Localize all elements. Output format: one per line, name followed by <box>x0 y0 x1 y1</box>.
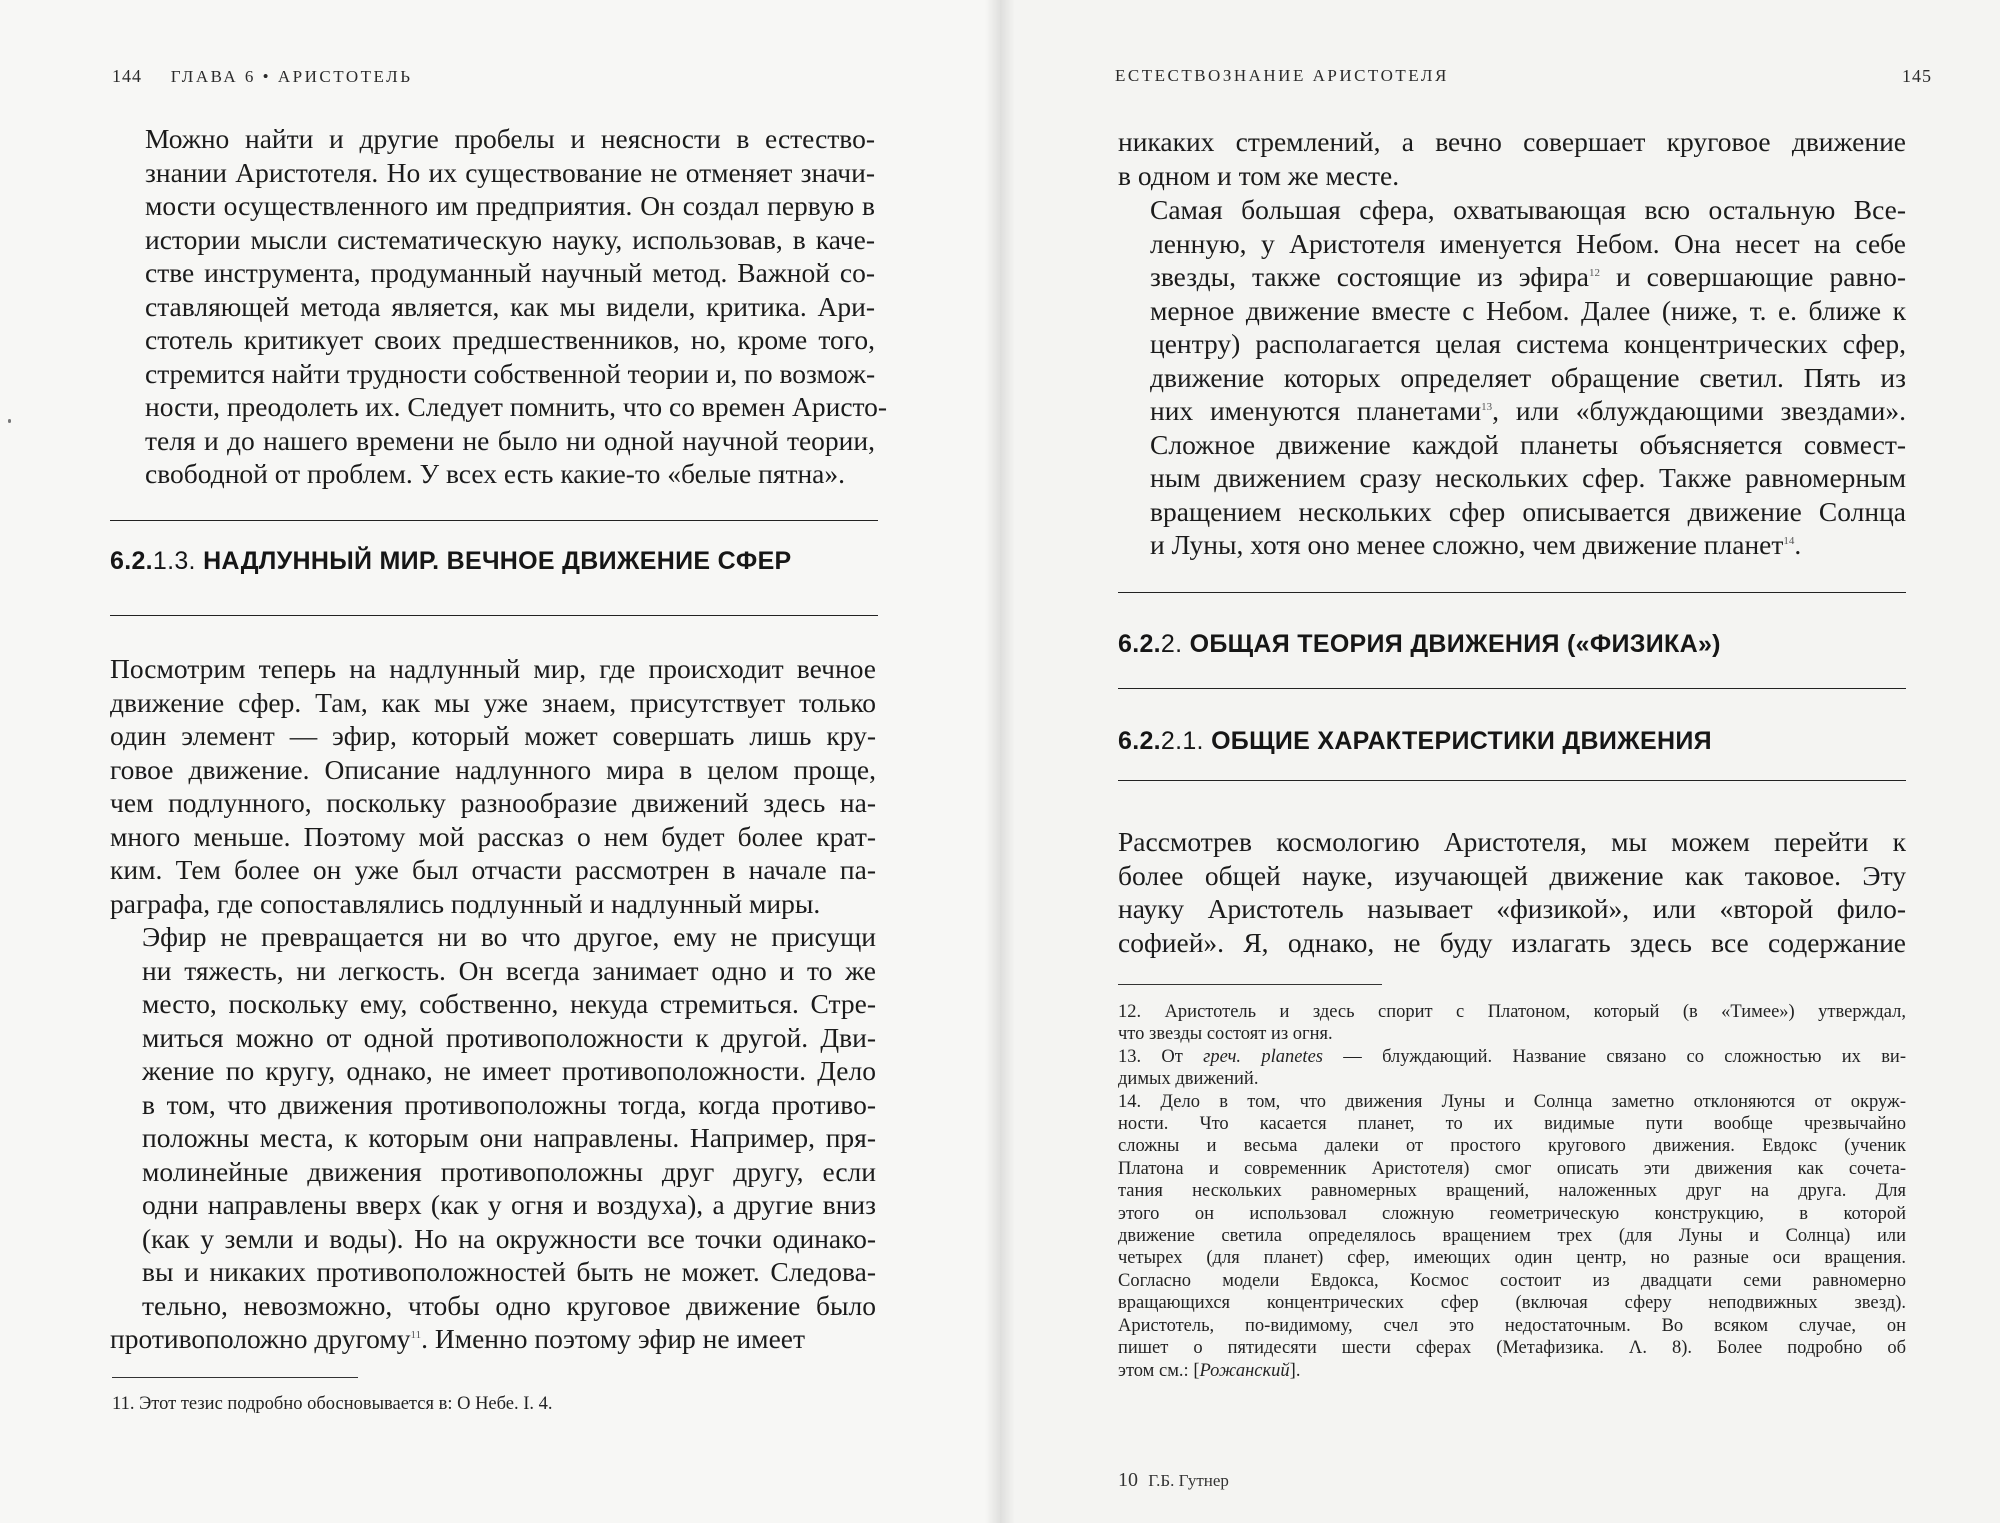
footnote-14-line-7: движение светила определялось вращением трех (для Луны и Солнца) или <box>1118 1226 1906 1247</box>
left-para-1-line-9: ности, преодолеть их. Следует помнить, что со времен Аристо- <box>145 391 888 422</box>
footnote-14-line-10: вращающихся концентрических сфер (включая сферу неподвижных звезд). <box>1118 1293 1906 1314</box>
right-heading-2-num-light: 2.1. <box>1160 727 1204 755</box>
left-para-3-line-3: место, поскольку ему, собственно, некуда стремиться. Стре- <box>142 988 876 1019</box>
footnote-ref-11: 11 <box>410 1328 422 1341</box>
left-para-2-line-4: говое движение. Описание надлунного мира в целом проще, <box>110 753 876 785</box>
left-para-1-line-1: Можно найти и другие пробелы и неясности в естество- <box>145 123 875 154</box>
footnote-14-last-line <box>1118 1360 1906 1382</box>
footnote-14-line-4: Платона и современник Аристотеля) смог описать эти движения как сочета- <box>1118 1158 1906 1179</box>
footnote-ref-13: 13 <box>1481 400 1493 413</box>
left-para-3-last-before: противоположно другому <box>110 1323 411 1354</box>
footnote-12-line-2: что звезды состоят из огня. <box>1118 1024 1333 1045</box>
left-para-1-line-7: стотель критикует своих предшественников, но, кроме того, <box>145 324 875 355</box>
left-para-2-line-5: чем подлунного, поскольку разнообразие движений здесь на- <box>110 787 876 818</box>
left-para-3-line-12: тельно, невозможно, чтобы одно круговое движение было <box>142 1289 876 1321</box>
footnote-14 <box>1118 1091 1906 1360</box>
r-p2-l7-after: , или «блуждающими звездами». <box>1492 395 1906 426</box>
left-para-1-line-2: знании Аристотеля. Но их существование не отменяет значи- <box>145 156 875 188</box>
right-para-2-line-4: мерное движение вместе с Небом. Далее (ниже, т. е. ближе к <box>1150 294 1906 326</box>
left-heading-rule-top <box>110 520 878 521</box>
right-para-1 <box>1118 125 1906 192</box>
left-para-1-line-6: ставляющей метода является, как мы видели, критика. Ари- <box>145 290 875 322</box>
left-para-2 <box>110 652 876 920</box>
left-heading-num-light: 1.3. <box>152 547 196 575</box>
left-para-1-line-5: стве инструмента, продуманный научный метод. Важной со- <box>145 257 875 288</box>
right-section-heading-2 <box>1118 727 1712 756</box>
left-para-1-line-4: истории мысли систематическую науку, использовав, в каче- <box>145 223 875 255</box>
left-heading-rule-bottom <box>110 615 878 616</box>
footnote-14-line-6: этого он использовал сложную геометрическую конструкцию, в которой <box>1118 1203 1906 1224</box>
footnote-14-last <box>1118 1360 1906 1382</box>
footnote-14-line-2: ности. Что касается планет, то их видимые пути вообще чрезвычайно <box>1118 1114 1906 1135</box>
left-para-2-line-2: движение сфер. Там, как мы уже знаем, присутствует только <box>110 686 876 718</box>
right-running-head: ЕСТЕСТВОЗНАНИЕ АРИСТОТЕЛЯ <box>1115 66 1449 85</box>
left-para-1-line-8: стремится найти трудности собственной теории и, по возмож- <box>145 357 876 389</box>
right-para-2-line-8: Сложное движение каждой планеты объясняется совмест- <box>1150 428 1906 460</box>
right-page <box>1000 0 2000 1523</box>
footnote-13 <box>1118 1046 1906 1091</box>
right-footnote-rule <box>1118 984 1382 985</box>
right-heading-2-num-bold: 6.2. <box>1118 727 1161 755</box>
left-para-3-line-7: положны места, к которым они направлены. Например, пря- <box>142 1122 876 1153</box>
stray-mark <box>8 419 11 423</box>
footnote-14-line-9: Согласно модели Евдокса, Космос состоит из двадцати семи равномерно <box>1118 1270 1906 1291</box>
left-para-1-line-11: свободной от проблем. У всех есть какие-то «белые пятна». <box>145 458 846 489</box>
right-para-3-line-1: Рассмотрев космологию Аристотеля, мы можем перейти к <box>1118 826 1906 857</box>
footnote-14-line-11: Аристотель, по-видимому, счел это недостаточным. Во всяком случае, он <box>1118 1315 1906 1336</box>
right-para-3 <box>1118 825 1906 959</box>
right-para-2-line-9: ным движением сразу нескольких сфер. Также равномерным <box>1150 462 1906 493</box>
left-para-3-line-6: в том, что движения противоположны тогда, когда противо- <box>142 1088 876 1120</box>
fn13-italic: греч. planetes <box>1203 1046 1323 1067</box>
left-para-3 <box>110 920 876 1356</box>
footnote-11: 11. Этот тезис подробно обосновывается в: О Небе. I. 4. <box>112 1394 553 1414</box>
r-p2-l3-before: звезды, также состоящие из эфира <box>1150 261 1589 292</box>
book-gutter-shadow <box>985 0 1015 1523</box>
fn14-last-after: ]. <box>1289 1360 1301 1381</box>
right-para-1-line-1: никаких стремлений, а вечно совершает круговое движение <box>1118 126 1906 157</box>
right-para-2-line-11 <box>1118 528 1906 562</box>
left-heading-num-bold: 6.2. <box>110 547 153 575</box>
right-heading-2-rule-bottom <box>1118 780 1906 781</box>
fn14-last-italic: Рожанский <box>1199 1360 1290 1381</box>
right-para-2-line-6: движение которых определяет обращение светил. Пять из <box>1150 361 1906 393</box>
left-section-heading <box>110 547 792 576</box>
footnote-14-line-8: четырех (для планет) сфер, имеющих один центр, но разные оси вращения. <box>1118 1248 1906 1269</box>
right-heading-1-title: ОБЩАЯ ТЕОРИЯ ДВИЖЕНИЯ («ФИЗИКА») <box>1189 630 1721 658</box>
left-para-3-line-10: (как у земли и воды). Но на окружности все точки одинако- <box>142 1222 876 1254</box>
left-para-3-last-after: . Именно поэтому эфир не имеет <box>421 1323 806 1354</box>
left-para-3-line-5: жение по кругу, однако, не имеет противоположности. Дело <box>142 1055 876 1086</box>
r-p2-l3-after: и совершающие равно- <box>1599 261 1907 292</box>
footnote-ref-14: 14 <box>1783 534 1795 547</box>
left-para-3-line-9: одни направлены вверх (как у огня и воздуха), а другие вниз <box>142 1189 876 1220</box>
footnote-13-line-2: димых движений. <box>1118 1069 1259 1090</box>
left-running-head <box>112 66 412 87</box>
left-para-2-line-8: раграфа, где сопоставлялись подлунный и надлунный миры. <box>110 887 821 919</box>
right-section-heading-1 <box>1118 630 1721 659</box>
left-para-3-line-2: ни тяжесть, ни легкость. Он всегда занимает одно и то же <box>142 954 876 986</box>
left-para-3-line-1: Эфир не превращается ни во что другое, ему не присущи <box>142 921 876 952</box>
right-para-2-line-10: вращением нескольких сфер описывается движение Солнца <box>1150 495 1906 527</box>
right-heading-1-num-light: 2. <box>1160 630 1183 658</box>
right-para-2 <box>1118 193 1906 562</box>
right-para-3-line-2: более общей науке, изучающей движение как таковое. Эту <box>1118 859 1906 891</box>
right-para-1-line-2: в одном и том же месте. <box>1118 159 1400 191</box>
right-para-3-line-4: софией». Я, однако, не буду излагать здесь все содержание <box>1118 926 1906 958</box>
left-para-2-line-6: много меньше. Поэтому мой рассказ о нем будет более крат- <box>110 820 876 852</box>
signature-text: Г.Б. Гутнер <box>1148 1471 1229 1490</box>
left-para-3-line-11: вы и никаких противоположностей быть не может. Следова- <box>142 1256 876 1287</box>
left-para-2-line-7: ким. Тем более он уже был отчасти рассмотрен в начале па- <box>110 854 876 885</box>
left-heading-title: НАДЛУННЫЙ МИР. ВЕЧНОЕ ДВИЖЕНИЕ СФЕР <box>203 547 792 575</box>
left-para-1-line-10: теля и до нашего времени не было ни одной научной теории, <box>145 424 875 456</box>
left-para-2-line-1: Посмотрим теперь на надлунный мир, где происходит вечное <box>110 653 876 684</box>
footnote-13-line-1 <box>1118 1046 1906 1068</box>
right-heading-2-title: ОБЩИЕ ХАРАКТЕРИСТИКИ ДВИЖЕНИЯ <box>1211 727 1712 755</box>
right-heading-1-rule-top <box>1118 592 1906 593</box>
fn14-last-before: этом см.: [ <box>1118 1360 1200 1381</box>
r-p2-l7-before: них именуются планетами <box>1150 395 1482 426</box>
right-heading-1-num-bold: 6.2. <box>1118 630 1161 658</box>
fn13-before: 13. От <box>1118 1046 1204 1067</box>
footnote-ref-12: 12 <box>1588 266 1600 279</box>
right-para-2-line-2: ленную, у Аристотеля именуется Небом. Она несет на себе <box>1150 227 1906 259</box>
left-para-1-line-3: мости осуществленного им предприятия. Он создал первую в <box>145 190 875 221</box>
footnote-14-line-1: 14. Дело в том, что движения Луны и Солнца заметно отклоняются от окруж- <box>1118 1091 1906 1112</box>
footnote-14-line-12: пишет о пятидесяти шести сферах (Метафизика. Λ. 8). Более подробно об <box>1118 1338 1906 1359</box>
r-p2-l11-before: и Луны, хотя оно менее сложно, чем движение планет <box>1150 529 1784 560</box>
left-para-3-last-line <box>110 1322 876 1356</box>
left-footnote-rule <box>112 1377 358 1378</box>
left-para-3-line-8: молинейные движения противоположны друг другу, если <box>142 1155 876 1187</box>
fn13-after: — блуждающий. Название связано со сложностью их ви- <box>1323 1046 1906 1067</box>
signature-number: 10 <box>1118 1469 1138 1491</box>
left-page-number: 144 <box>112 66 142 86</box>
footnote-14-line-5: тания нескольких равномерных вращений, наложенных друг на друга. Для <box>1118 1181 1906 1202</box>
left-running-head-title: ГЛАВА 6 • АРИСТОТЕЛЬ <box>170 67 413 86</box>
footnote-12-line-1: 12. Аристотель и здесь спорит с Платоном, который (в «Тимее») утверждал, <box>1118 1002 1906 1022</box>
footnote-12 <box>1118 1001 1906 1046</box>
right-heading-1-rule-bottom <box>1118 688 1906 689</box>
r-p2-l11-after: . <box>1794 529 1802 560</box>
right-para-2-line-3 <box>1118 260 1906 294</box>
right-footnotes <box>1118 1001 1906 1382</box>
right-page-number: 145 <box>1902 66 1932 86</box>
right-para-3-line-3: науку Аристотель называет «физикой», или «второй фило- <box>1118 893 1906 924</box>
left-para-1 <box>113 122 888 491</box>
right-para-2-line-1: Самая большая сфера, охватывающая всю остальную Все- <box>1150 194 1906 225</box>
left-footnotes <box>112 1393 878 1415</box>
right-para-2-line-5: центру) располагается целая система концентрических сфер, <box>1150 328 1906 359</box>
signature-mark <box>1118 1469 1229 1492</box>
right-para-2-line-7 <box>1118 394 1906 428</box>
left-para-2-line-3: один элемент — эфир, который может совершать лишь кру- <box>110 720 876 751</box>
footnote-14-line-3: сложны и весьма далеки от простого кругового движения. Евдокс (ученик <box>1118 1136 1906 1157</box>
left-para-3-line-4: миться можно от одной противоположности к другой. Дви- <box>142 1021 876 1053</box>
